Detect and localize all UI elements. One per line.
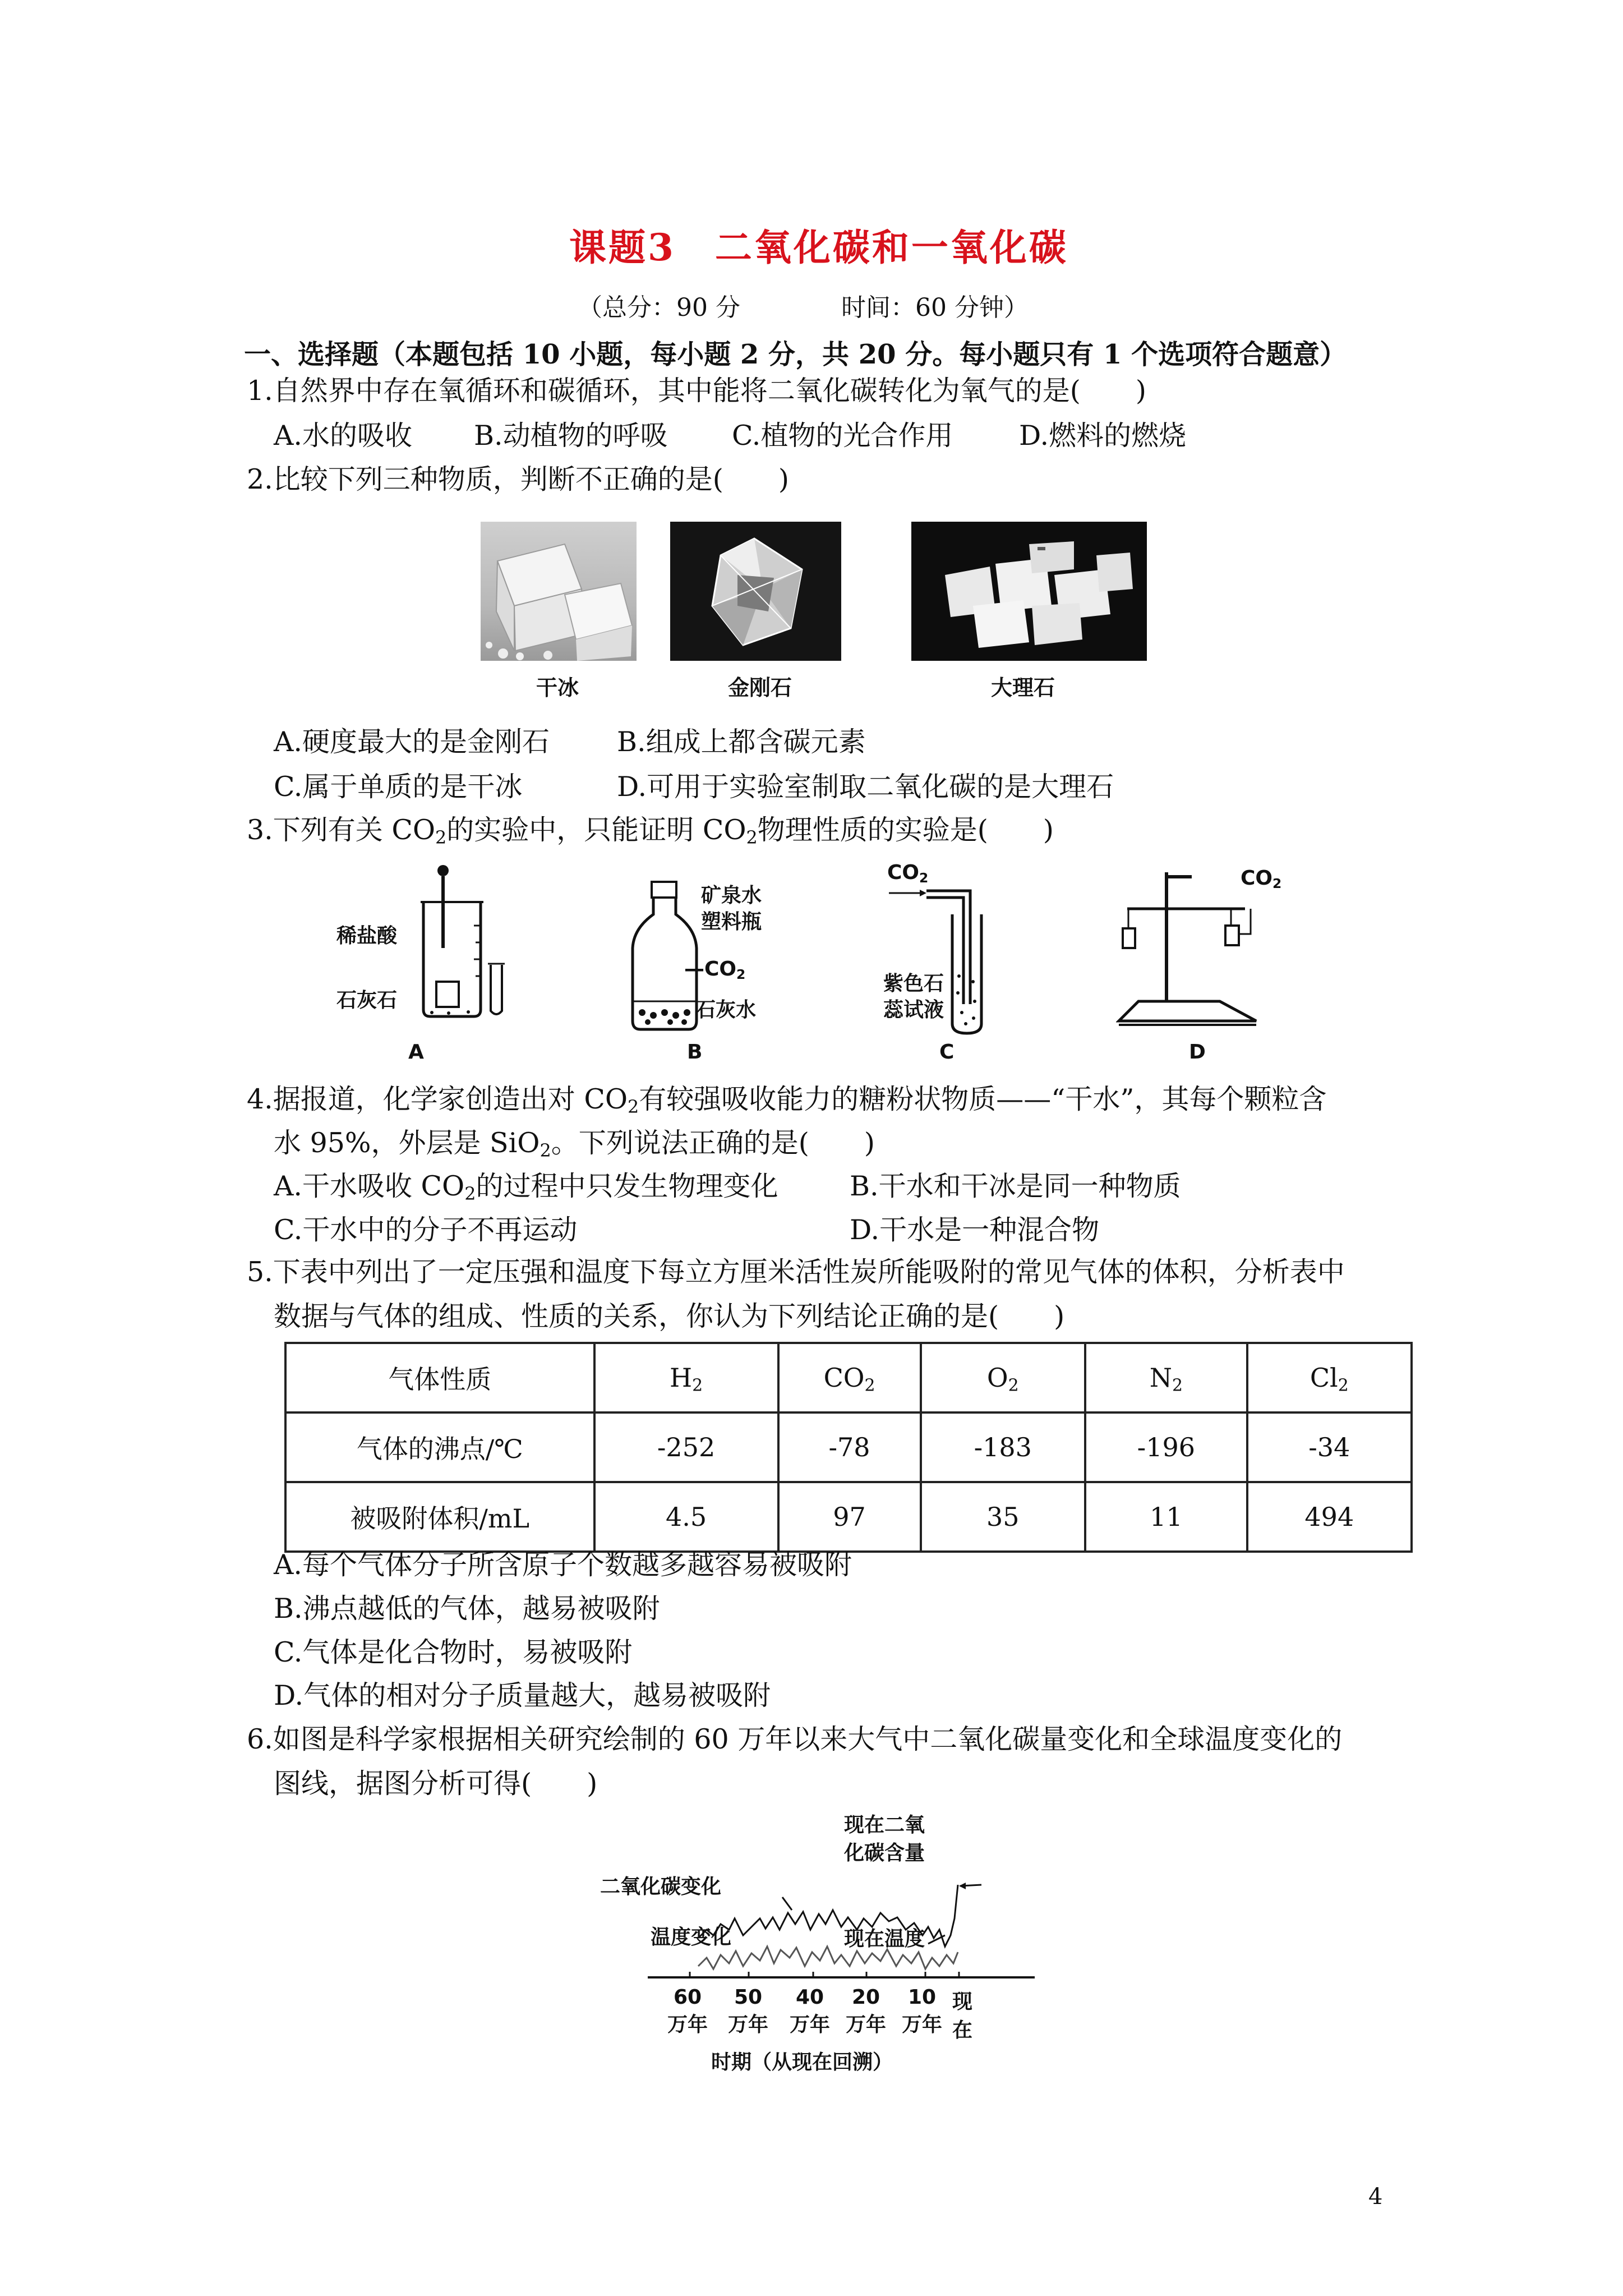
tick-label: 现 在 [952,1990,973,2042]
table-header-cl2: $Cl_2$ [1247,1343,1412,1412]
table-row [285,1412,1412,1482]
table-header-label: 气体性质 [285,1343,594,1412]
apparatus-d-diagram [1116,867,1262,1035]
row-label: 被吸附体积/mL [285,1482,594,1552]
q4-option-c: C.干水中的分子不再运动 [274,1214,578,1246]
apparatus-b-letter: B [687,1041,703,1064]
q1-option-c: C.植物的光合作用 [732,420,953,452]
tick-label: 50 万年 [728,1986,769,2036]
q1-option-d: D.燃料的燃烧 [1019,420,1187,452]
label-co2-b: $—CO_2$ [684,958,746,982]
q4-stem-line2: 水 95%，外层是 SiO$_2$。下列说法正确的是( ) [274,1127,875,1161]
q4-option-d: D.干水是一种混合物 [850,1214,1100,1246]
adsorption-table [284,1342,1413,1553]
diamond-caption: 金刚石 [728,675,792,700]
dry-ice-caption: 干冰 [536,675,579,700]
apparatus-b-diagram [628,881,701,1032]
q4-option-a: A.干水吸收 $CO_2$的过程中只发生物理变化 [274,1170,778,1204]
apparatus-a-diagram [415,864,516,1027]
q2-option-d: D.可用于实验室制取二氧化碳的是大理石 [617,771,1114,803]
table-cell: -183 [921,1412,1086,1482]
tick-label: 40 万年 [790,1986,831,2036]
q1-stem: 1.自然界中存在氧循环和碳循环，其中能将二氧化碳转化为氧气的是( ) [247,375,1146,407]
table-cell: -252 [594,1412,778,1482]
q5-option-b: B.沸点越低的气体，越易被吸附 [274,1593,660,1625]
label-now-temp: 现在温度 [844,1927,925,1950]
label-limestone: 石灰石 [336,989,398,1012]
table-cell: -78 [778,1412,921,1482]
table-cell: 4.5 [594,1482,778,1552]
label-co2-c: $CO_2$ [887,861,929,886]
apparatus-c-letter: C [939,1041,955,1064]
q5-stem-line1: 5.下表中列出了一定压强和温度下每立方厘米活性炭所能吸附的常见气体的体积，分析表中 [247,1256,1345,1288]
label-co2-change: 二氧化碳变化 [600,1875,722,1898]
q2-stem: 2.比较下列三种物质，判断不正确的是( ) [247,463,789,495]
page-title: 课题3 二氧化碳和一氧化碳 [569,226,1068,269]
table-cell: 11 [1085,1482,1247,1552]
label-plastic-bottle: 塑料瓶 [701,910,762,933]
marble-photo [911,522,1147,661]
label-now-co2-2: 化碳含量 [844,1842,925,1865]
tick-label: 60 万年 [667,1986,708,2036]
table-cell: -34 [1247,1412,1412,1482]
q5-option-d: D.气体的相对分子质量越大，越易被吸附 [274,1680,771,1711]
label-temp-change: 温度变化 [651,1926,732,1949]
q5-option-a: A.每个气体分子所含原子个数越多越容易被吸附 [274,1549,852,1581]
table-cell: 494 [1247,1482,1412,1552]
dry-ice-photo [481,522,637,661]
table-header-co2: $CO_2$ [778,1343,921,1412]
diamond-photo [670,522,841,661]
table-cell: 97 [778,1482,921,1552]
total-score: （总分：90 分 [578,293,740,322]
tick-label: 20 万年 [846,1986,887,2036]
q5-option-c: C.气体是化合物时，易被吸附 [274,1636,633,1668]
label-limewater: 石灰水 [695,999,757,1022]
page-number: 4 [1368,2184,1383,2210]
table-header-h2: $H_2$ [594,1343,778,1412]
label-co2-d: $CO_2$ [1241,867,1282,891]
q6-stem-line1: 6.如图是科学家根据相关研究绘制的 60 万年以来大气中二氧化碳量变化和全球温度变化的 [247,1723,1343,1755]
q2-option-b: B.组成上都含碳元素 [617,726,866,758]
q2-option-c: C.属于单质的是干冰 [274,771,523,803]
table-row [285,1482,1412,1552]
label-now-co2-1: 现在二氧 [844,1814,925,1837]
section-heading: 一、选择题（本题包括 10 小题，每小题 2 分，共 20 分。每小题只有 1 个选项符合题意） [244,339,1347,370]
table-header-o2: $O_2$ [921,1343,1086,1412]
table-cell: -196 [1085,1412,1247,1482]
q4-stem-line1: 4.据报道，化学家创造出对 $CO_2$有较强吸收能力的糖粉状物质——“干水”，其每个颗粒含 [247,1083,1327,1117]
table-header-n2: $N_2$ [1085,1343,1247,1412]
table-cell: 35 [921,1482,1086,1552]
q1-option-b: B.动植物的呼吸 [474,420,668,452]
label-mineral-water: 矿泉水 [701,884,762,907]
marble-caption: 大理石 [991,675,1055,700]
label-litmus-2: 蕊试液 [883,999,944,1022]
time-limit: 时间：60 分钟） [841,293,1029,322]
apparatus-a-letter: A [408,1041,424,1064]
q1-option-a: A.水的吸收 [274,420,412,452]
q2-option-a: A.硬度最大的是金刚石 [274,726,550,758]
q3-stem: 3.下列有关 $CO_2$的实验中，只能证明 $CO_2$物理性质的实验是( ) [247,814,1054,848]
tick-label: 10 万年 [902,1986,943,2036]
row-label: 气体的沸点/℃ [285,1412,594,1482]
q6-stem-line2: 图线，据图分析可得( ) [274,1768,598,1800]
label-dilute-hcl: 稀盐酸 [336,924,398,947]
graph-x-label: 时期（从现在回溯） [711,2051,893,2074]
apparatus-d-letter: D [1189,1041,1206,1064]
q4-option-b: B.干水和干冰是同一种物质 [850,1170,1181,1202]
q5-stem-line2: 数据与气体的组成、性质的关系，你认为下列结论正确的是( ) [274,1300,1065,1332]
label-litmus-1: 紫色石 [883,972,944,995]
